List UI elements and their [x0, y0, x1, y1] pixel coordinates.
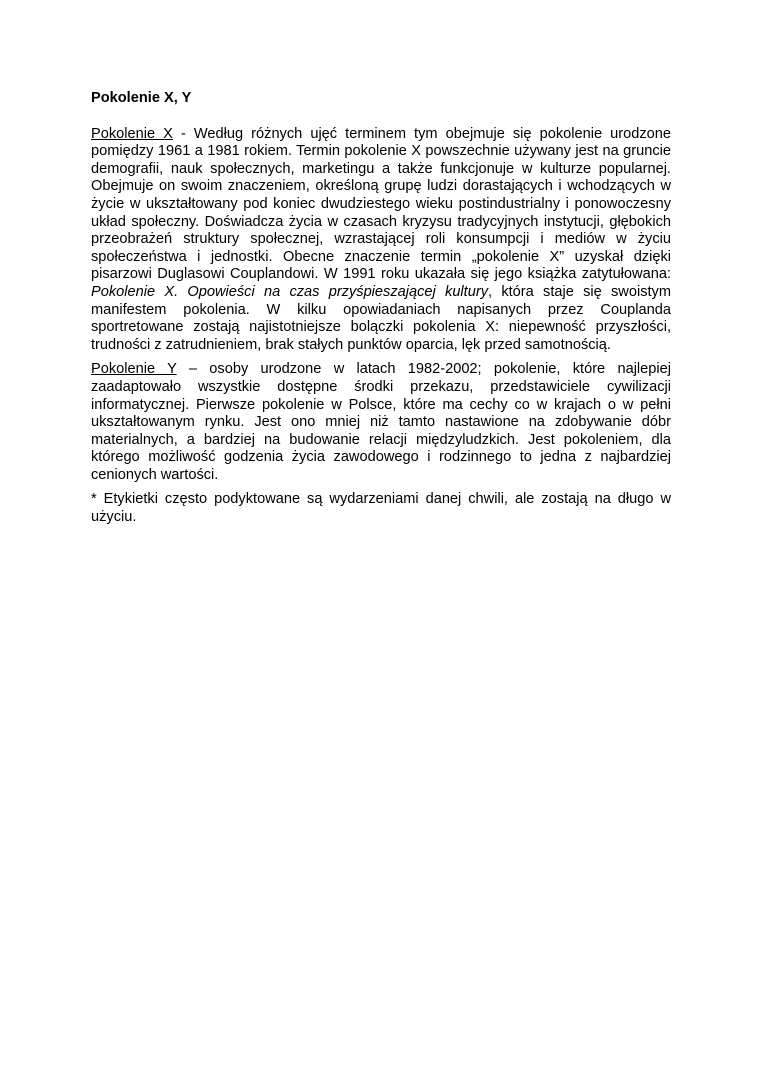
- book-title: Pokolenie X. Opowieści na czas przyśpieszającej kultury: [91, 283, 489, 300]
- paragraph-pokolenie-x: [91, 126, 671, 355]
- pokolenie-y-text: – osoby urodzone w latach 1982-2002; pokolenie, które najlepiej zaadaptowało wszystkie dostępne środki przekazu, przedstawiciele cywilizacji informatycznej. Pierwsze pokolenie w Polsce, które ma cechy co w krajach o w pełni ukształtowanym rynku. Jest ono mniej niż tamto nastawione na zdobywanie dóbr materialnych, a bardziej na budowanie relacji międzyludzkich. Jest pokoleniem, dla którego możliwość godzenia życia zawodowego i rodzinnego to jedna z najbardziej cenionych wartości.: [91, 361, 672, 483]
- pokolenie-x-text-2: , która staje się swoistym manifestem pokolenia. W kilku opowiadaniach napisanych przez Couplanda sportretowane zostają najistotniejsze bolączki pokolenia X: niepewność przyszłości, trudności z zatrudnieniem, brak stałych punktów oparcia, lęk przed samotnością.: [91, 283, 672, 353]
- document-page: [91, 90, 671, 534]
- document-title: Pokolenie X, Y: [91, 90, 192, 106]
- paragraph-pokolenie-y: [91, 361, 671, 484]
- term-pokolenie-y: Pokolenie Y: [91, 361, 177, 378]
- pokolenie-x-text-1: - Według różnych ujęć terminem tym obejmuje się pokolenie urodzone pomiędzy 1961 a 1981 rokiem. Termin pokolenie X powszechnie używany jest na gruncie demografii, nauk społecznych, marketingu a także funkcjonuje w kulturze popularnej. Obejmuje on swoim znaczeniem, określoną grupę ludzi dorastających i wchodzących w życie w ukształtowany pod koniec dwudziestego wieku postindustrialny i ponowoczesny układ społeczny. Doświadcza życia w czasach kryzysu tradycyjnych instytucji, głębokich przeobrażeń struktury społecznej, wzrastającej roli konsumpcji i mediów w życiu społeczeństwa i jednostki. Obecne znaczenie termin „pokolenie X” uzyskał dzięki pisarzowi Duglasowi Couplandowi. W 1991 roku ukazała się jego książka zatytułowana:: [91, 125, 671, 283]
- footnote: * Etykietki często podyktowane są wydarzeniami danej chwili, ale zostają na długo w użyciu.: [91, 491, 671, 526]
- term-pokolenie-x: Pokolenie X: [91, 125, 173, 142]
